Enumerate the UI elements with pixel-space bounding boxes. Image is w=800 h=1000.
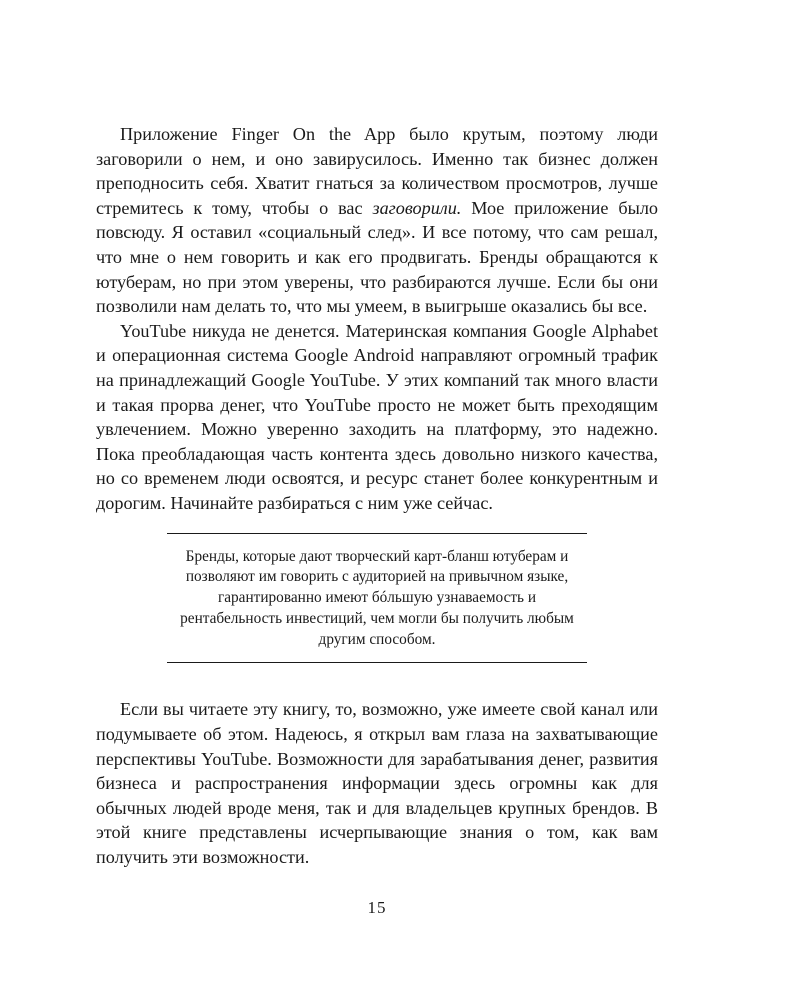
paragraph-1-start: Приложение Finger On the App было крутым, поэтому люди заговорили о нем, и оно завирусилось. Именно так бизнес должен преподносить себя. Хватит гнаться за количеством просмотров, лучше стремитесь к тому, чтобы о вас — [96, 124, 658, 218]
paragraph-1-emphasis: заговорили. — [372, 197, 462, 218]
paragraph-2: YouTube никуда не денется. Материнская компания Google Alphabet и операционная система Google Android направляют огромный трафик на принадлежащий Google YouTube. У этих компаний так много власти и такая прорва денег, что YouTube просто не может быть преходящим увлечением. Можно уверенно заходить на платформу, это надежно. Пока преобладающая часть контента здесь довольно низкого качества, но со временем люди освоятся, и ресурс станет более конкурентным и дорогим. Начинайте разбираться с ним уже сейчас. — [96, 320, 658, 513]
paragraph-3: Если вы читаете эту книгу, то, возможно, уже имеете свой канал или подумываете об этом. Надеюсь, я открыл вам глаза на захватывающие перспективы YouTube. Возможности для зарабатывания денег, развития бизнеса и распространения информации здесь огромны как для обычных людей вроде меня, так и для владельцев крупных брендов. В этой книге представлены исчерпывающие знания о том, как вам получить эти возможности. — [96, 699, 658, 868]
paragraph-1-end: Мое приложение было повсюду. Я оставил «социальный след». И все потому, что сам решал, что мне о нем говорить и как его продвигать. Бренды обращаются к ютуберам, но при этом уверены, что разбираются лучше. Если бы они позволили нам делать то, что мы умеем, в выигрыше оказались бы все. — [96, 197, 658, 317]
paragraph-1 — [96, 122, 658, 319]
pull-quote-text: Бренды, которые дают творческий карт-бланш ютуберам и позволяют им говорить с аудиторией на привычном языке, гарантированно имеют бóльшую узнаваемость и рентабельность инвестиций, чем могли бы получить любым другим способом. — [180, 547, 574, 648]
page-body — [96, 122, 658, 870]
page-number: 15 — [367, 898, 387, 917]
pull-quote — [167, 533, 587, 664]
